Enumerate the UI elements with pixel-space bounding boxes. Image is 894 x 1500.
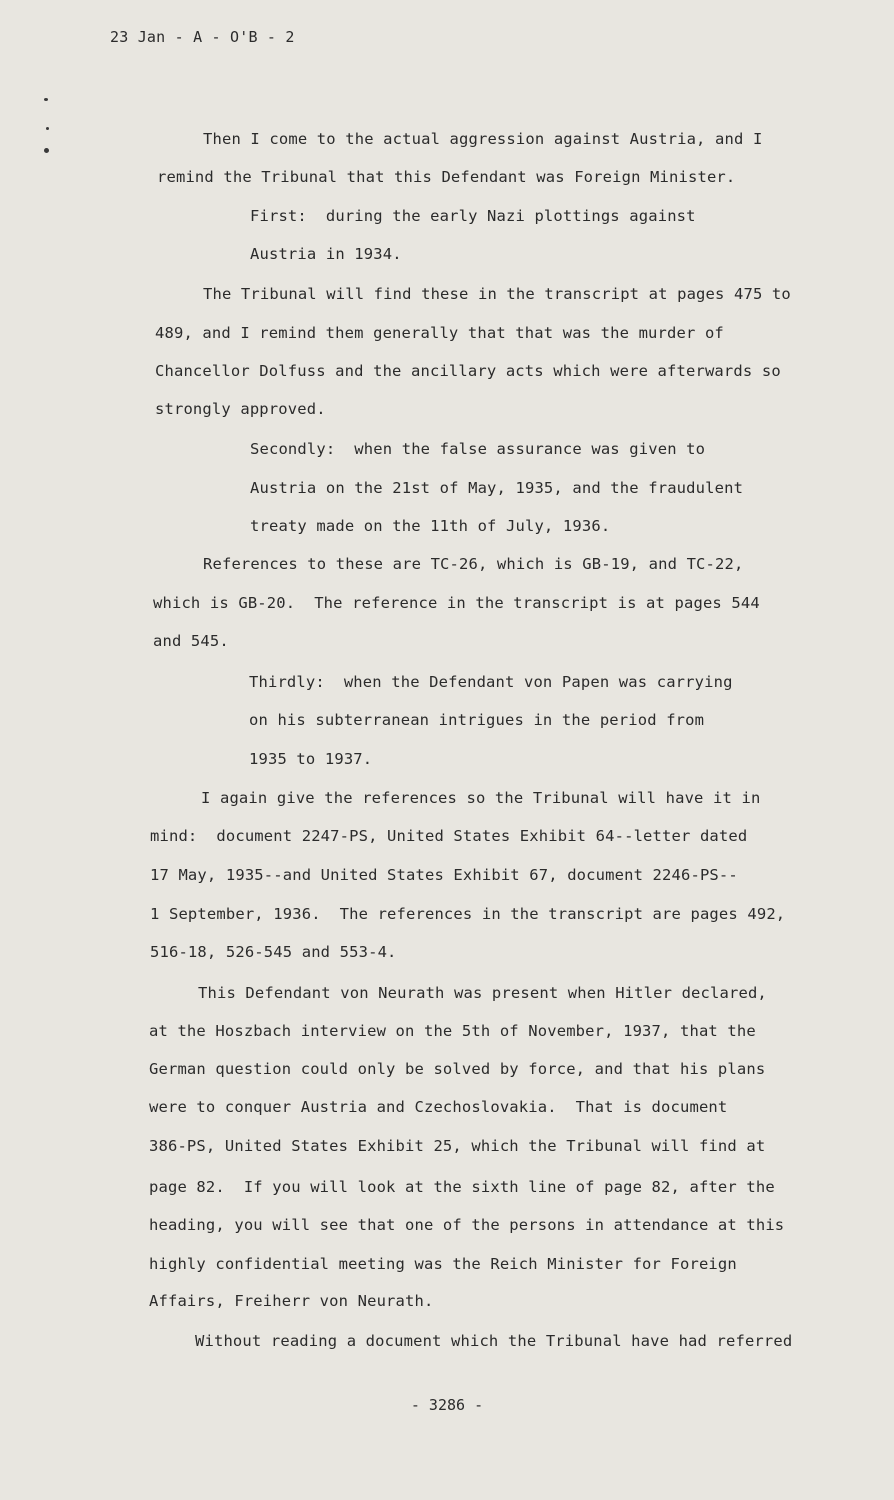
body-line: Thirdly: when the Defendant von Papen was carrying: [249, 673, 733, 691]
body-line: Then I come to the actual aggression against Austria, and I: [203, 130, 763, 148]
body-line: First: during the early Nazi plottings against: [250, 207, 696, 225]
body-line: on his subterranean intrigues in the period from: [249, 711, 705, 729]
page-number: - 3286 -: [410, 1396, 484, 1414]
body-line: and 545.: [153, 632, 229, 650]
body-line: 1 September, 1936. The references in the transcript are pages 492,: [150, 905, 786, 923]
body-line: Chancellor Dolfuss and the ancillary acts which were afterwards so: [155, 362, 781, 380]
body-line: References to these are TC-26, which is GB-19, and TC-22,: [203, 555, 744, 573]
punch-mark: [44, 98, 48, 101]
body-line: at the Hoszbach interview on the 5th of November, 1937, that the: [149, 1022, 756, 1040]
document-reference: 23 Jan - A - O'B - 2: [110, 28, 295, 46]
body-line: Austria in 1934.: [250, 245, 402, 263]
body-line: heading, you will see that one of the persons in attendance at this: [149, 1216, 785, 1234]
body-line: strongly approved.: [155, 400, 326, 418]
body-line: Austria on the 21st of May, 1935, and the fraudulent: [250, 479, 744, 497]
body-line: This Defendant von Neurath was present when Hitler declared,: [198, 984, 767, 1002]
body-line: Secondly: when the false assurance was given to: [250, 440, 706, 458]
body-line: treaty made on the 11th of July, 1936.: [250, 517, 611, 535]
body-line: 386-PS, United States Exhibit 25, which the Tribunal will find at: [149, 1137, 766, 1155]
body-line: Affairs, Freiherr von Neurath.: [149, 1292, 434, 1310]
body-line: 17 May, 1935--and United States Exhibit 67, document 2246-PS--: [150, 866, 738, 884]
body-line: which is GB-20. The reference in the transcript is at pages 544: [153, 594, 760, 612]
body-line: The Tribunal will find these in the transcript at pages 475 to: [203, 285, 791, 303]
body-line: mind: document 2247-PS, United States Exhibit 64--letter dated: [150, 827, 748, 845]
body-line: 516-18, 526-545 and 553-4.: [150, 943, 397, 961]
body-line: remind the Tribunal that this Defendant was Foreign Minister.: [157, 168, 736, 186]
body-line: 489, and I remind them generally that that was the murder of: [155, 324, 724, 342]
body-line: 1935 to 1937.: [249, 750, 373, 768]
body-line: I again give the references so the Tribunal will have it in: [201, 789, 761, 807]
body-line: highly confidential meeting was the Reich Minister for Foreign: [149, 1255, 737, 1273]
body-line: were to conquer Austria and Czechoslovakia. That is document: [149, 1098, 728, 1116]
punch-mark: [46, 127, 49, 130]
body-line: page 82. If you will look at the sixth line of page 82, after the: [149, 1178, 775, 1196]
body-line: Without reading a document which the Tribunal have had referred: [195, 1332, 793, 1350]
punch-mark: [44, 148, 49, 153]
body-line: German question could only be solved by force, and that his plans: [149, 1060, 766, 1078]
